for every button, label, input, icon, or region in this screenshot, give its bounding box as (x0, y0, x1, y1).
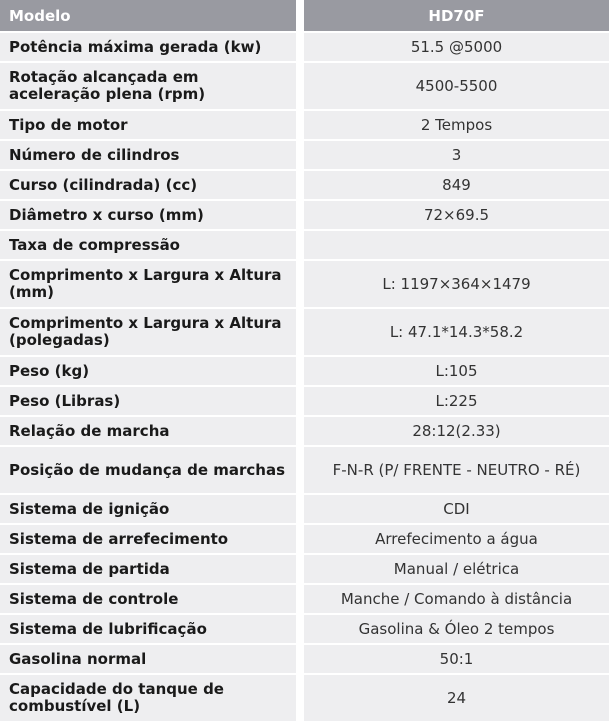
row-label: Comprimento x Largura x Altura (mm) (0, 261, 304, 309)
row-value: 24 (304, 675, 609, 721)
row-value: 72×69.5 (304, 201, 609, 231)
row-label: Comprimento x Largura x Altura (polegadas) (0, 309, 304, 357)
row-label: Capacidade do tanque de combustível (L) (0, 675, 304, 721)
row-label: Gasolina normal (0, 645, 304, 675)
row-label: Sistema de lubrificação (0, 615, 304, 645)
header-model-label: Modelo (0, 0, 304, 33)
row-label: Sistema de arrefecimento (0, 525, 304, 555)
row-label: Posição de mudança de marchas (0, 447, 304, 495)
row-value: 50:1 (304, 645, 609, 675)
row-value: Gasolina & Óleo 2 tempos (304, 615, 609, 645)
row-label: Potência máxima gerada (kw) (0, 33, 304, 63)
row-label: Taxa de compressão (0, 231, 304, 261)
row-value: CDI (304, 495, 609, 525)
row-value: 51.5 @5000 (304, 33, 609, 63)
table-row (0, 417, 609, 447)
table-row (0, 387, 609, 417)
row-value: Arrefecimento a água (304, 525, 609, 555)
row-label: Número de cilindros (0, 141, 304, 171)
table-row (0, 495, 609, 525)
table-row (0, 357, 609, 387)
table-row (0, 63, 609, 111)
row-label: Curso (cilindrada) (cc) (0, 171, 304, 201)
table-row (0, 555, 609, 585)
table-row (0, 309, 609, 357)
header-model-value: HD70F (304, 0, 609, 33)
row-value: L:105 (304, 357, 609, 387)
table-row (0, 447, 609, 495)
row-label: Relação de marcha (0, 417, 304, 447)
row-value: Manche / Comando à distância (304, 585, 609, 615)
row-value: F-N-R (P/ FRENTE - NEUTRO - RÉ) (304, 447, 609, 495)
table-row (0, 141, 609, 171)
table-row (0, 171, 609, 201)
row-value: L:225 (304, 387, 609, 417)
row-value: L: 1197×364×1479 (304, 261, 609, 309)
row-label: Tipo de motor (0, 111, 304, 141)
row-value: 28:12(2.33) (304, 417, 609, 447)
row-label: Sistema de controle (0, 585, 304, 615)
table-header-row (0, 0, 609, 33)
row-value: L: 47.1*14.3*58.2 (304, 309, 609, 357)
row-label: Diâmetro x curso (mm) (0, 201, 304, 231)
row-label: Peso (kg) (0, 357, 304, 387)
row-label: Peso (Libras) (0, 387, 304, 417)
table-row (0, 645, 609, 675)
row-value: Manual / elétrica (304, 555, 609, 585)
table-row (0, 231, 609, 261)
table-row (0, 201, 609, 231)
row-label: Sistema de partida (0, 555, 304, 585)
table-row (0, 675, 609, 721)
table-row (0, 261, 609, 309)
table-row (0, 525, 609, 555)
table-row (0, 615, 609, 645)
row-value: 849 (304, 171, 609, 201)
table-row (0, 585, 609, 615)
table-row (0, 33, 609, 63)
table-row (0, 111, 609, 141)
row-value: 2 Tempos (304, 111, 609, 141)
row-value (304, 231, 609, 261)
row-value: 4500-5500 (304, 63, 609, 111)
row-label: Sistema de ignição (0, 495, 304, 525)
row-label: Rotação alcançada em aceleração plena (rpm) (0, 63, 304, 111)
row-value: 3 (304, 141, 609, 171)
